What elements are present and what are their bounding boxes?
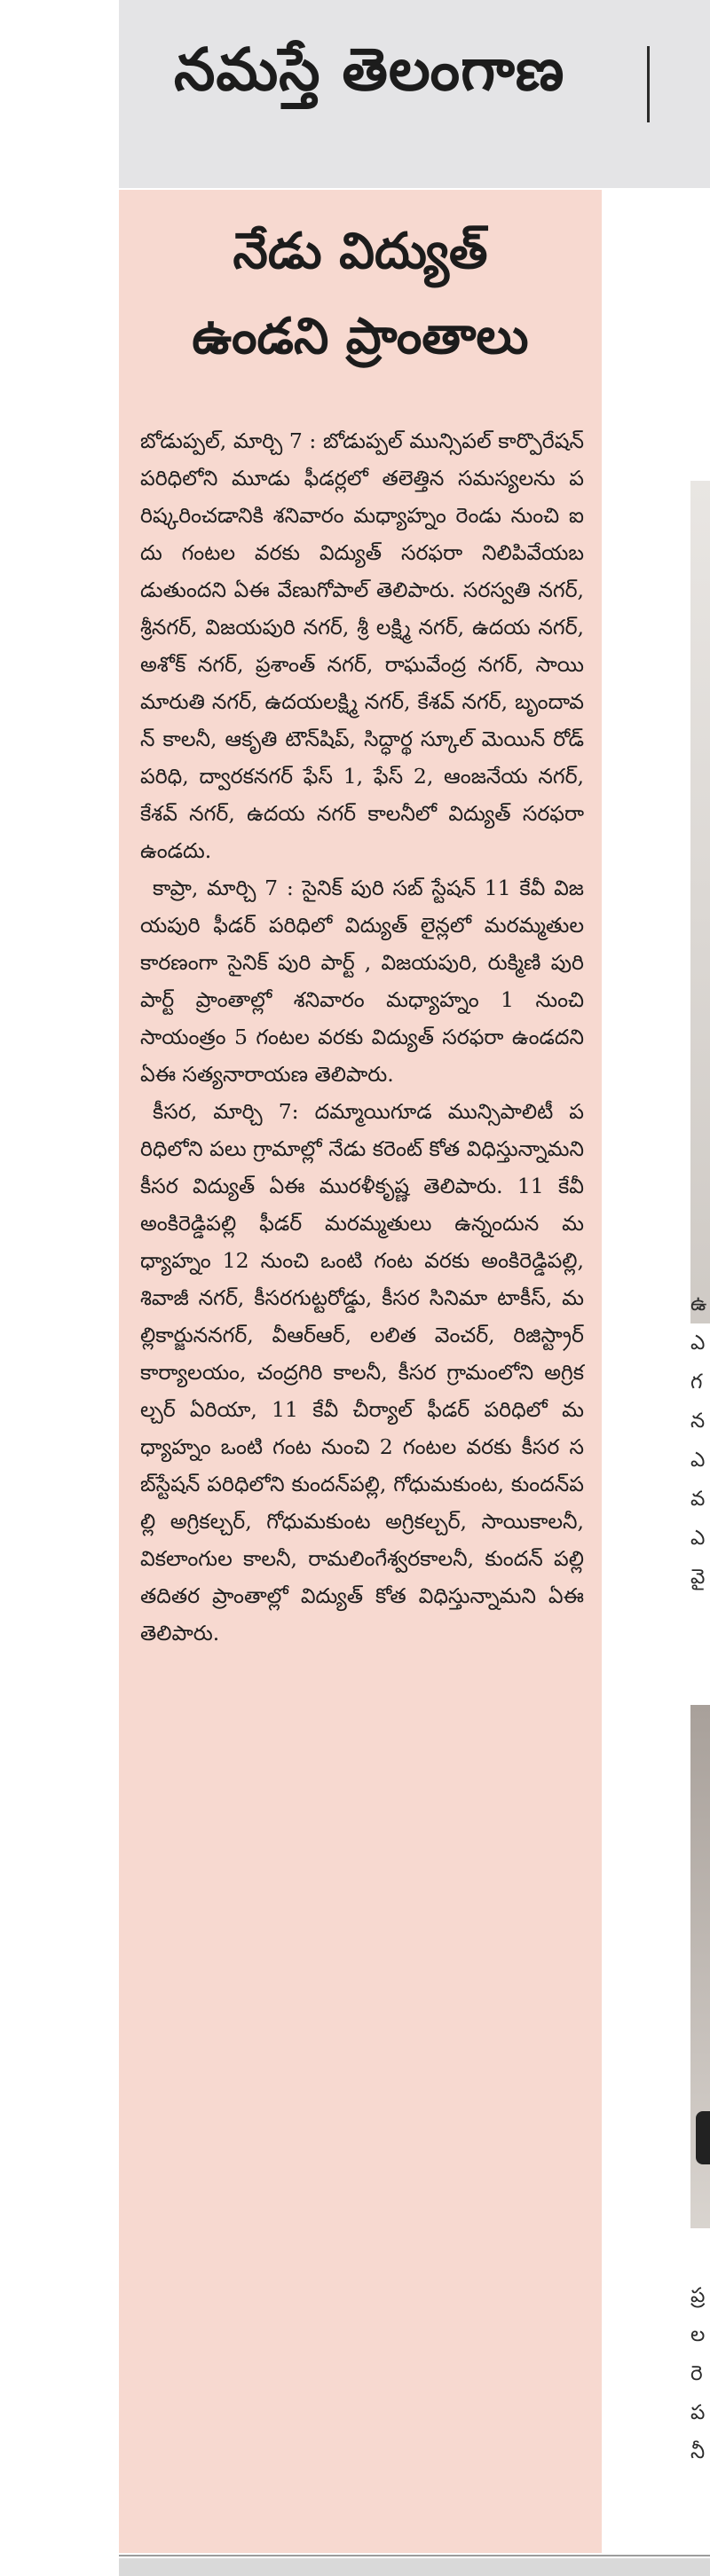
newspaper-name: నమస్తే తెలంగాణ — [174, 35, 565, 104]
next-article-edge — [119, 2558, 710, 2576]
page-left-margin — [0, 0, 119, 2576]
adjacent-text-lower: ప్ర ల రె ప నీ — [690, 2284, 706, 2463]
adjacent-column-cropped — [639, 188, 710, 2553]
paragraph-bodupal: బోడుప్పల్, మార్చి 7 : బోడుప్పల్ మున్సిపల్ కార్పొరేషన్ పరిధిలోని మూడు ఫీడర్లలో తలెత్తిన సమస్యలను పరిష్కరించడానికి శనివారం మధ్యాహ్నం రెండు నుంచి ఐదు గంటల వరకు విద్యుత్ సరఫరా నిలిపివేయబడుతుందని ఏఈ వేణుగోపాల్ తెలిపారు. సరస్వతి నగర్, శ్రీనగర్, విజయపురి నగర్, శ్రీ లక్ష్మి నగర్, ఉదయ నగర్, అశోక్ నగర్, ప్రశాంత్ నగర్, రాఘవేంద్ర నగర్, సాయి మారుతి నగర్, ఉదయలక్ష్మి నగర్, కేశవ్ నగర్, బృందావన్ కాలనీ, ఆకృతి టౌన్‌షిప్, సిద్ధార్థ స్కూల్ మెయిన్ రోడ్ పరిధి, ద్వారకనగర్ ఫేస్ 1, ఫేస్ 2, ఆంజనేయ నగర్, కేశవ్ నగర్, ఉదయ నగర్ కాలనీలో విద్యుత్ సరఫరా ఉండదు. — [140, 428, 584, 863]
article-headline — [119, 209, 602, 380]
adjacent-photo-top — [690, 481, 710, 1323]
adjacent-photo-object — [696, 2111, 710, 2164]
paragraph-keesara: కీసర, మార్చి 7: దమ్మాయిగూడ మున్సిపాలిటీ పరిధిలోని పలు గ్రామాల్లో నేడు కరెంట్ కోత విధిస్తున్నామని కీసర విద్యుత్ ఏఈ మురళీకృష్ణ తెలిపారు. 11 కేవీ అంకిరెడ్డిపల్లి ఫీడర్ మరమ్మతులు ఉన్నందున మధ్యాహ్నం 12 నుంచి ఒంటి గంట వరకు అంకిరెడ్డిపల్లి, శివాజీ నగర్, కీసరగుట్టరోడ్డు, కీసర సినిమా టాకీస్, మల్లికార్జుననగర్, వీఆర్ఆర్, లలిత వెంచర్, రిజిస్ట్రార్ కార్యాలయం, చంద్రగిరి కాలనీ, కీసర గ్రామంలోని అగ్రికల్చర్ ఏరియా, 11 కేవీ చీర్యాల్ ఫీడర్ పరిధిలో మధ్యాహ్నం ఒంటి గంట నుంచి 2 గంటల వరకు కీసర సబ్‌స్టేషన్ పరిధిలోని కుందన్‌పల్లి, గోధుమకుంట, కుందన్‌పల్లి అగ్రికల్చర్, గోధుమకుంట అగ్రికల్చర్, సాయికాలనీ, వికలాంగుల కాలనీ, రామలింగేశ్వరకాలనీ, కుందన్ పల్లి తదితర ప్రాంతాల్లో విద్యుత్ కోత విధిస్తున్నామని ఏఈ తెలిపారు. — [140, 1099, 584, 1645]
news-article — [119, 190, 602, 2553]
article-body — [140, 422, 584, 1652]
newspaper-masthead — [119, 0, 710, 188]
paragraph-kapra: కాప్రా, మార్చి 7 : సైనిక్ పురి సబ్ స్టేషన్ 11 కేవీ విజయపురి ఫీడర్ పరిధిలో విద్యుత్ లైన్లలో మరమ్మతుల కారణంగా సైనిక్ పురి పార్ట్ , విజయపురి, రుక్మిణి పురి పార్ట్ ప్రాంతాల్లో శనివారం మధ్యాహ్నం 1 నుంచి సాయంత్రం 5 గంటల వరకు విద్యుత్ సరఫరా ఉండదని ఏఈ సత్యనారాయణ తెలిపారు. — [140, 876, 584, 1087]
headline-line-1: నేడు విద్యుత్ — [233, 223, 488, 280]
bottom-divider — [119, 2555, 710, 2556]
headline-line-2: ఉండని ప్రాంతాలు — [192, 308, 529, 365]
adjacent-text-upper: ఉ ఎ గ న ఎ వ ఎ వై — [690, 1292, 707, 1589]
masthead-divider — [647, 46, 650, 122]
